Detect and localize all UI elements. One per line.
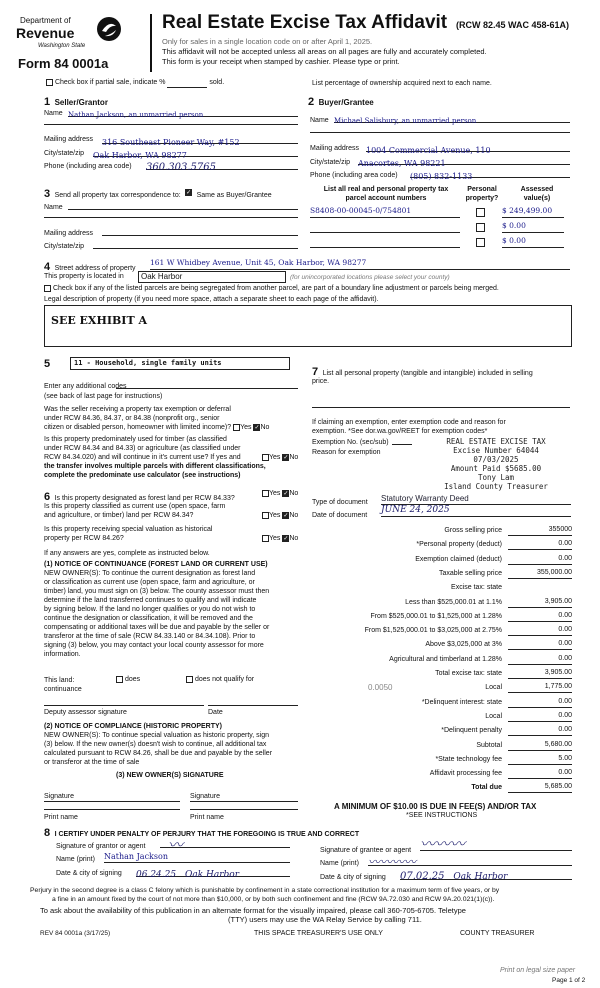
calc-label: Exemption claimed (deduct) xyxy=(415,555,502,563)
sec3-mail-field[interactable] xyxy=(102,226,298,236)
addl-codes-label: Enter any additional codes xyxy=(44,383,127,390)
buyer-city-label: City/state/zip xyxy=(310,159,351,166)
local-rate: 0.0050 xyxy=(368,683,393,693)
parcel-header-2 xyxy=(458,185,506,203)
dept-line3: Washington State xyxy=(38,43,86,49)
sec6-q2 xyxy=(44,502,225,520)
assessed-value-field[interactable]: $ 0.00 xyxy=(502,221,564,233)
assessed-value-field[interactable]: $ 0.00 xyxy=(502,236,564,248)
seller-city-label: City/state/zip xyxy=(44,150,85,157)
personal-property-checkbox[interactable] xyxy=(476,223,485,232)
calc-row xyxy=(310,739,572,751)
property-address-field[interactable]: 161 W Whidbey Avenue, Unit 45, Oak Harbor, WA 98277 xyxy=(150,258,570,270)
seller-name-field[interactable] xyxy=(68,104,298,117)
historic-no-checkbox[interactable]: ✓ xyxy=(283,535,289,542)
page-number: Page 1 of 2 xyxy=(552,977,586,984)
assessed-value-field[interactable]: $ 249,499.00 xyxy=(502,206,564,218)
current-use-no-checkbox[interactable]: ✓ xyxy=(283,512,289,519)
sec3-num: 3 xyxy=(44,188,51,200)
calc-row xyxy=(310,724,572,736)
header-note1: Only for sales in a single location code on or after April 1, 2025. xyxy=(162,37,373,46)
notice1-line: transferor at the time of sale (RCW 84.33.140 or 84.34.108). Prior to xyxy=(44,633,256,640)
sec8-num: 8 xyxy=(44,827,51,839)
buyer-phone-field[interactable] xyxy=(410,166,570,181)
doesnot-option xyxy=(186,675,254,684)
same-as-buyer-label: Same as Buyer/Grantee xyxy=(196,192,272,199)
seller-mail-field[interactable] xyxy=(102,132,298,147)
calc-row xyxy=(310,667,572,679)
parcel-header-1 xyxy=(316,185,456,203)
located-label: This property is located in xyxy=(44,273,124,280)
calc-label: Total due xyxy=(471,784,502,792)
buyer-phone-label: Phone (including area code) xyxy=(310,172,398,179)
seller-city: Oak Harbor, WA 98277 xyxy=(93,151,187,160)
calc-label: Above $3,025,000 at 3% xyxy=(425,641,502,649)
buyer-name-label: Name xyxy=(310,117,329,124)
does-option xyxy=(116,675,140,684)
forest-yes-label: Yes xyxy=(269,490,281,497)
sec6-num: 6 xyxy=(44,491,51,503)
historic-no-label: No xyxy=(289,535,299,542)
calc-row xyxy=(310,710,572,722)
segregation-row xyxy=(44,284,499,293)
form-title: Real Estate Excise Tax Affidavit xyxy=(162,12,448,33)
partial-sale-row xyxy=(46,78,224,88)
dor-logo xyxy=(12,14,142,60)
deputy-signature-field[interactable] xyxy=(44,698,204,706)
sec5-q1-line1: Was the seller receiving a property tax exemption or deferral xyxy=(44,406,231,413)
minimum-fee-note: A MINIMUM OF $10.00 IS DUE IN FEE(S) AND/OR TAX xyxy=(334,802,537,811)
sec5-q1-line3-text: citizen or disabled person, homeowner with limited income)? xyxy=(44,424,232,431)
parcel-number-field[interactable] xyxy=(310,236,460,248)
doc-type-label: Type of document xyxy=(312,499,368,506)
forest-no-label: No xyxy=(289,490,299,497)
buyer-name-line2 xyxy=(310,132,570,133)
sec3-city-label: City/state/zip xyxy=(44,243,85,250)
current-use-no-label: No xyxy=(289,512,299,519)
grantee-name-label: Name (print) xyxy=(320,860,359,867)
buyer-num: 2 xyxy=(308,96,315,108)
notice1-line: by signing below. If the land no longer qualifies or you do not wish to xyxy=(44,606,256,613)
calc-value[interactable]: 0.00 xyxy=(508,711,572,722)
seller-city-field[interactable] xyxy=(93,145,298,160)
q1-no-label: No xyxy=(260,424,270,431)
parcel-header-2b: property? xyxy=(465,195,499,202)
see-instructions: *SEE INSTRUCTIONS xyxy=(406,812,478,819)
treasurer-stamp xyxy=(420,437,572,491)
notice1-body xyxy=(44,569,269,659)
sec8-cert: I CERTIFY UNDER PENALTY OF PERJURY THAT THE FOREGOING IS TRUE AND CORRECT xyxy=(54,831,360,838)
dept-line1: Department of xyxy=(20,16,71,25)
calc-value[interactable]: 1,775.00 xyxy=(508,682,572,693)
calc-value[interactable]: 0.00 xyxy=(508,611,572,622)
calc-row xyxy=(310,696,572,708)
grantor-name-label: Name (print) xyxy=(56,856,95,863)
calc-row xyxy=(310,753,572,765)
doc-type-field[interactable]: Statutory Warranty Deed xyxy=(381,494,571,505)
current-use-yes-checkbox[interactable] xyxy=(262,512,269,519)
rev-number: REV 84 0001a (3/17/25) xyxy=(40,930,111,937)
seller-phone-field[interactable] xyxy=(146,157,298,173)
sec5-q2-line1: Is this property predominately used for timber (as classified xyxy=(44,436,227,443)
sec3-label: Send all property tax correspondence to: xyxy=(54,192,181,199)
grantor-sig-field[interactable] xyxy=(160,834,290,854)
sec4-num: 4 xyxy=(44,261,51,273)
q1-yes-label: Yes xyxy=(240,424,252,431)
stamp-line6: Island County Treasurer xyxy=(444,482,548,491)
exemption-claim-1: If claiming an exemption, enter exemption code and reason for xyxy=(312,419,506,426)
seller-name-line2 xyxy=(44,124,298,125)
seller-name-label: Name xyxy=(44,110,63,117)
new-owner-sig-field-2[interactable] xyxy=(190,800,298,802)
ownership-note: List percentage of ownership acquired next to each name. xyxy=(312,80,492,87)
parcel-row xyxy=(310,221,572,233)
located-hint: (for unincorporated locations please select your county) xyxy=(290,274,450,281)
stamp-line2: Excise Number 64044 xyxy=(453,446,539,455)
dept-line2: Revenue xyxy=(16,25,75,41)
does-label: does xyxy=(124,676,141,683)
addl-codes-field[interactable] xyxy=(116,379,298,389)
calc-row xyxy=(310,538,572,550)
calc-label: Affidavit processing fee xyxy=(429,770,502,778)
seller-title: Seller/Grantor xyxy=(54,98,108,107)
partial-percent-field[interactable] xyxy=(167,78,207,88)
notice2-line: or transferor at the time of sale xyxy=(44,759,140,766)
calc-value[interactable]: 3,905.00 xyxy=(508,597,572,608)
personal-property-checkbox[interactable] xyxy=(476,208,485,217)
perjury-line2: a fine in an amount fixed by the court of not more than $10,000, or by both such confinement and fine (RCW 9A.72.030 and RCW 9A.20.021(1)(c)). xyxy=(52,896,495,903)
buyer-heading xyxy=(308,92,374,110)
buyer-title: Buyer/Grantee xyxy=(318,98,374,107)
grantee-signature-mark: 〰〰〰 xyxy=(420,835,466,853)
grantor-date: 06.24.25 xyxy=(136,870,177,880)
doc-date-field[interactable]: JUNE 24, 2025 xyxy=(381,505,571,517)
seller-mail: 316 Southeast Pioneer Way, #152 xyxy=(102,138,240,147)
calc-value[interactable] xyxy=(508,582,572,593)
alt-format-line2: (TTY) users may use the WA Relay Service by calling 711. xyxy=(228,915,422,924)
parcel-header-2a: Personal xyxy=(467,186,497,193)
sec6-q3 xyxy=(44,525,212,543)
alt-format-line1: To ask about the availability of this publication in an alternate format for the visually impaired, please call 360-705-6705. Teletype xyxy=(40,906,466,915)
sec3-name-label: Name xyxy=(44,204,63,211)
deputy-label: Deputy assessor signature xyxy=(44,709,127,716)
new-owner-sig-label-1: Signature xyxy=(44,793,74,800)
perjury-line1: Perjury in the second degree is a class C felony which is punishable by confinement in a state correctional institution for a maximum term of five years, or by xyxy=(30,887,500,894)
ifany-note: If any answers are yes, complete as instructed below. xyxy=(44,550,210,557)
grantor-sig-label: Signature of grantor or agent xyxy=(56,843,146,850)
calc-label: Agricultural and timberland at 1.28% xyxy=(389,655,502,663)
calc-row xyxy=(310,553,572,565)
calc-value[interactable]: 5.00 xyxy=(508,754,572,765)
calc-value[interactable]: 355000 xyxy=(508,525,572,536)
sec5-q2-line4: the transfer involves multiple parcels with different classifications, xyxy=(44,463,266,470)
sec5-q2-line3: RCW 84.34.020) and will continue in it's current use? If yes and xyxy=(44,454,241,461)
sec5-q1-line2: under RCW 84.36, 84.37, or 84.38 (nonprofit org., senior xyxy=(44,415,220,422)
exemption-no-field[interactable] xyxy=(392,436,412,445)
treasurer-use-only: THIS SPACE TREASURER'S USE ONLY xyxy=(254,930,383,937)
sec3-name-line2 xyxy=(44,217,298,218)
calc-label: *State technology fee xyxy=(435,755,502,763)
parcel-row xyxy=(310,206,572,218)
calc-value[interactable]: 3,905.00 xyxy=(508,668,572,679)
header-divider xyxy=(150,14,152,72)
grantor-date-label: Date & city of signing xyxy=(56,870,122,877)
sec7-label: List all personal property (tangible and intangible) included in selling xyxy=(322,370,533,377)
sec3-mail-label: Mailing address xyxy=(44,230,94,237)
current-use-yes-label: Yes xyxy=(269,512,281,519)
sec5-q2-line5: complete the predominate use calculator (see instructions) xyxy=(44,472,241,479)
calc-label: Local xyxy=(485,712,502,720)
seller-name: Nathan Jackson, an unmarried person xyxy=(68,111,204,119)
legal-description-label: Legal description of property (if you need more space, attach a separate sheet to each page of the affidavit). xyxy=(44,296,379,303)
calc-row xyxy=(310,581,572,593)
buyer-name: Michael Salisbury, an unmarried person xyxy=(334,117,477,125)
deputy-date-field[interactable] xyxy=(208,698,298,706)
sec6-q3-yn xyxy=(262,534,298,543)
buyer-mail: 1004 Commercial Avenue, 110 xyxy=(366,146,491,155)
rcw-reference: (RCW 82.45 WAC 458-61A) xyxy=(456,20,570,30)
doc-date-label: Date of document xyxy=(312,512,368,519)
calc-row xyxy=(310,681,572,693)
sec5-q1-line3 xyxy=(44,423,269,432)
notice1-title: (1) NOTICE OF CONTINUANCE (FOREST LAND OR CURRENT USE) xyxy=(44,561,268,568)
calc-label: Less than $525,000.01 at 1.1% xyxy=(405,598,502,606)
partial-sale-label: Check box if partial sale, indicate % xyxy=(54,79,166,86)
calc-value[interactable]: 0.00 xyxy=(508,625,572,636)
sec5-num: 5 xyxy=(44,358,51,370)
location-code-select[interactable]: Oak Harbor xyxy=(138,271,286,283)
grantor-name-field[interactable]: Nathan Jackson xyxy=(104,852,290,863)
sec6-q2-line1: Is this property classified as current use (open space, farm xyxy=(44,503,226,510)
exemption-no-label: Exemption No. (sec/sub) xyxy=(312,439,389,446)
parcel-header-3 xyxy=(512,185,562,203)
forest-no-checkbox[interactable]: ✓ xyxy=(283,490,289,497)
calc-value[interactable]: 0.00 xyxy=(508,539,572,550)
notice1-line: determine if the land transferred continues to qualify and will indicate xyxy=(44,597,257,604)
notice1-line: continue the designation or classification, it will be removed and the xyxy=(44,615,253,622)
calc-row xyxy=(310,524,572,536)
buyer-city: Anacortes, WA 98221 xyxy=(358,159,446,168)
sec7-num: 7 xyxy=(312,366,319,378)
grantee-name-field[interactable] xyxy=(368,853,572,869)
calc-label: *Personal property (deduct) xyxy=(416,541,502,549)
calc-row xyxy=(310,624,572,636)
calc-value[interactable]: 0.00 xyxy=(508,654,572,665)
header-note3: This form is your receipt when stamped by cashier. Please type or print. xyxy=(162,57,400,66)
exemption-reason-label: Reason for exemption xyxy=(312,449,381,456)
seller-num: 1 xyxy=(44,96,51,108)
sec6-q3-line1: Is this property receiving special valuation as historical xyxy=(44,526,213,533)
sec6-q3-line2: property per RCW 84.26? xyxy=(44,535,124,542)
calc-label: *Delinquent interest: state xyxy=(421,698,502,706)
land-use-code-select[interactable]: 11 - Household, single family units xyxy=(70,357,290,370)
does-checkbox[interactable] xyxy=(116,676,123,683)
new-owner-sig-field-1[interactable] xyxy=(44,800,180,802)
grantee-sig-field[interactable] xyxy=(420,833,572,851)
form-number: Form 84 0001a xyxy=(18,56,109,71)
calc-label: Taxable selling price xyxy=(438,569,502,577)
q2-yes-label: Yes xyxy=(269,454,281,461)
dor-swirl-icon xyxy=(96,16,122,42)
same-as-buyer-checkbox[interactable]: ✓ xyxy=(186,190,192,197)
partial-sale-checkbox[interactable] xyxy=(46,79,53,86)
legal-description-box[interactable] xyxy=(44,305,572,347)
stamp-line1: REAL ESTATE EXCISE TAX xyxy=(446,437,546,446)
new-owner-print-field-1[interactable] xyxy=(44,806,180,810)
parcel-number-field[interactable]: S8408-00-00045-0/754801 xyxy=(310,206,460,218)
county-treasurer: COUNTY TREASURER xyxy=(460,930,535,937)
calc-row xyxy=(310,767,572,779)
notice1-line: signing (3) below, you may contact your local county assessor for more xyxy=(44,642,264,649)
stamp-line3: 07/03/2025 xyxy=(473,455,519,464)
notice1-line: information. xyxy=(44,651,81,658)
buyer-phone: (805) 832-1133 xyxy=(410,172,473,181)
new-owner-print-label-2: Print name xyxy=(190,814,224,821)
calc-row xyxy=(310,653,572,665)
calc-value[interactable]: 0.00 xyxy=(508,639,572,650)
q1-no-checkbox[interactable]: ✓ xyxy=(254,424,260,431)
grantee-city: Oak Harbor xyxy=(453,872,508,882)
q2-yes-checkbox[interactable] xyxy=(262,454,269,461)
header-note2: This affidavit will not be accepted unless all areas on all pages are fully and accurately completed. xyxy=(162,47,487,56)
segregation-checkbox[interactable] xyxy=(44,285,51,292)
calc-label: Local xyxy=(485,684,502,692)
parcel-number-field[interactable] xyxy=(310,221,460,233)
grantee-date-field[interactable] xyxy=(400,866,572,880)
sec5-q2 xyxy=(44,435,266,480)
calc-row xyxy=(310,781,572,793)
new-owner-sig-label-2: Signature xyxy=(190,793,220,800)
grantee-date-label: Date & city of signing xyxy=(320,874,386,881)
sec5-q1 xyxy=(44,405,269,432)
thisland-label: This land: xyxy=(44,677,75,684)
buyer-mail-field[interactable] xyxy=(366,140,570,155)
calc-value[interactable]: 0.00 xyxy=(508,554,572,565)
notice2-line: calculated pursuant to RCW 84.26, shall be due and payable by the seller xyxy=(44,750,273,757)
sec4-label: Street address of property xyxy=(54,265,136,272)
calc-label: Total excise tax: state xyxy=(435,670,502,677)
calc-value[interactable]: 5,685.00 xyxy=(508,782,572,793)
deputy-date-label: Date xyxy=(208,709,223,716)
q2-yn xyxy=(262,453,298,462)
calc-label: *Delinquent penalty xyxy=(441,727,502,735)
seller-phone: 360.303.5765 xyxy=(146,162,216,173)
grantee-date: 07.02.25 xyxy=(400,871,445,882)
stamp-line5: Tony Lam xyxy=(477,473,515,482)
calc-label: From $525,000.01 to $1,525,000 at 1.28% xyxy=(370,612,502,620)
calc-label: Subtotal xyxy=(476,741,502,749)
sec5-q2-line2: under RCW 84.34 and 84.33) or agriculture (as classified under xyxy=(44,445,241,452)
grantee-sig-label: Signature of grantee or agent xyxy=(320,847,412,854)
notice3-title: (3) NEW OWNER(S) SIGNATURE xyxy=(116,772,224,779)
grantor-signature-mark: 〰 xyxy=(168,836,184,854)
calc-label: From $1,525,000.01 to $3,025,000 at 2.75% xyxy=(364,627,502,635)
sec6-q2-yn xyxy=(262,511,298,520)
legal-paper-note: Print on legal size paper xyxy=(500,967,576,974)
calc-value[interactable]: 0.00 xyxy=(508,697,572,708)
calc-value[interactable]: 355,000.00 xyxy=(508,568,572,579)
segregation-label: Check box if any of the listed parcels are being segregated from another parcel, are part of a boundary line adjustment or parcels being merged. xyxy=(52,285,499,292)
sec7-label2: price. xyxy=(312,378,330,385)
notice1-line: compensating or additional taxes will be due and payable by the seller or xyxy=(44,624,270,631)
addl-codes-note: (see back of last page for instructions) xyxy=(44,393,163,400)
sec6-q1-yn xyxy=(262,489,298,498)
new-owner-print-field-2[interactable] xyxy=(190,806,298,810)
personal-property-list-field[interactable] xyxy=(312,398,570,408)
q2-no-label: No xyxy=(289,454,299,461)
forest-yes-checkbox[interactable] xyxy=(262,490,269,497)
continuance-label: continuance xyxy=(44,686,82,693)
notice1-line: NEW OWNER(S): To continue the current designation as forest land xyxy=(44,570,256,577)
grantee-name-mark: 〰〰〰〰 xyxy=(368,855,417,869)
historic-yes-label: Yes xyxy=(269,535,281,542)
grantor-city: Oak Harbor xyxy=(184,870,240,880)
parcel-header-3b: value(s) xyxy=(523,195,551,202)
parcel-header-3a: Assessed xyxy=(520,186,554,193)
buyer-mail-label: Mailing address xyxy=(310,145,360,152)
calc-row xyxy=(310,638,572,650)
doesnot-label: does not qualify for xyxy=(194,676,255,683)
notice2-body xyxy=(44,731,272,767)
new-owner-print-label-1: Print name xyxy=(44,814,78,821)
tax-calculation-table xyxy=(310,524,572,796)
partial-sold-label: sold. xyxy=(209,79,225,86)
buyer-name-field[interactable] xyxy=(334,110,570,123)
doesnot-checkbox[interactable] xyxy=(186,676,193,683)
sec6-q2-line2: and agriculture, or timber) land per RCW 84.34? xyxy=(44,512,194,519)
seller-phone-label: Phone (including area code) xyxy=(44,163,132,170)
parcel-header-1b: parcel account numbers xyxy=(345,195,427,202)
seller-mail-label: Mailing address xyxy=(44,136,94,143)
stamp-line4: Amount Paid $5685.00 xyxy=(450,464,542,473)
calc-row xyxy=(310,596,572,608)
legal-description-text: SEE EXHIBIT A xyxy=(51,314,147,327)
notice2-line: (3) below. If the new owner(s) doesn't wish to continue, all additional tax xyxy=(44,741,267,748)
buyer-city-field[interactable] xyxy=(358,153,570,168)
exemption-claim-2: exemption. *See dor.wa.gov/REET for exemption codes* xyxy=(312,428,488,435)
parcel-row xyxy=(310,236,572,248)
notice2-title: (2) NOTICE OF COMPLIANCE (HISTORIC PROPERTY) xyxy=(44,723,222,730)
q2-no-checkbox[interactable]: ✓ xyxy=(283,454,289,461)
calc-value[interactable]: 5,680.00 xyxy=(508,740,572,751)
calc-row xyxy=(310,610,572,622)
calc-label: Excise tax: state xyxy=(451,584,502,592)
notice1-line: or classification as current use (open space, farm and agriculture, or xyxy=(44,579,255,586)
historic-yes-checkbox[interactable] xyxy=(262,535,269,542)
parcel-header-1a: List all real and personal property tax xyxy=(323,186,449,193)
personal-property-checkbox[interactable] xyxy=(476,238,485,247)
notice2-line: NEW OWNER(S): To continue special valuation as historic property, sign xyxy=(44,732,269,739)
notice1-line: timber) land, you must sign on (3) below. The county assessor must then xyxy=(44,588,270,595)
sec3-city-field[interactable] xyxy=(93,239,298,249)
sec3-name-field[interactable] xyxy=(68,200,298,210)
sec7-heading xyxy=(312,362,533,380)
calc-value[interactable]: 0.00 xyxy=(508,768,572,779)
sec6-q1-text: Is this property designated as forest land per RCW 84.33? xyxy=(54,495,235,502)
calc-value[interactable]: 0.00 xyxy=(508,725,572,736)
grantor-date-field[interactable] xyxy=(136,864,290,880)
calc-label: Gross selling price xyxy=(444,527,502,534)
calc-row xyxy=(310,567,572,579)
